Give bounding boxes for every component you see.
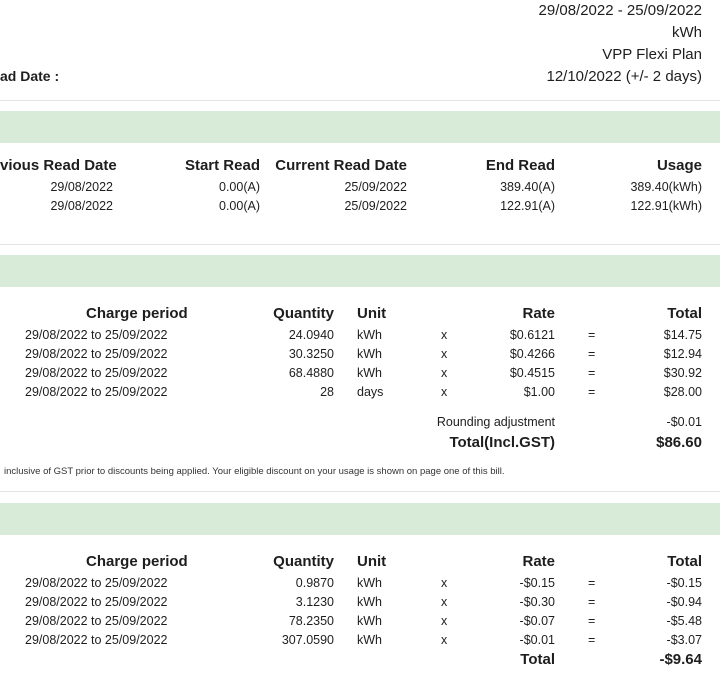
col-header-charge-period: Charge period [86, 553, 188, 570]
cell-start-read: 0.00(A) [219, 180, 260, 194]
cell-charge-period: 29/08/2022 to 25/09/2022 [25, 366, 168, 380]
cell-total: -$3.07 [666, 633, 702, 647]
cell-rate: -$0.07 [519, 614, 555, 628]
section-band-credits [0, 503, 720, 535]
cell-rate: $1.00 [523, 385, 555, 399]
cell-rate: $0.6121 [509, 328, 555, 342]
cell-unit: kWh [357, 347, 382, 361]
cell-quantity: 30.3250 [288, 347, 334, 361]
cell-total: $30.92 [663, 366, 702, 380]
cell-rate: $0.4515 [509, 366, 555, 380]
col-header-unit: Unit [357, 553, 387, 570]
col-header-start-read: Start Read [184, 157, 260, 174]
col-header-unit: Unit [357, 305, 387, 322]
cell-equals-sign: = [588, 576, 596, 590]
cell-total: $14.75 [663, 328, 702, 342]
cell-multiply-sign: x [441, 328, 448, 342]
cell-equals-sign: = [588, 366, 596, 380]
cell-quantity: 0.9870 [295, 576, 334, 590]
col-header-previous-read-date: vious Read Date [0, 157, 117, 174]
cell-total: -$0.15 [666, 576, 702, 590]
cell-unit: kWh [357, 576, 382, 590]
cell-multiply-sign: x [441, 595, 448, 609]
col-header-charge-period: Charge period [86, 305, 188, 322]
cell-unit: kWh [357, 328, 382, 342]
cell-equals-sign: = [588, 633, 596, 647]
cell-charge-period: 29/08/2022 to 25/09/2022 [25, 347, 168, 361]
cell-quantity: 28 [320, 385, 334, 399]
divider [0, 244, 720, 245]
cell-quantity: 24.0940 [288, 328, 334, 342]
cell-current-read-date: 25/09/2022 [344, 180, 407, 194]
billing-period: 29/08/2022 - 25/09/2022 [538, 2, 702, 19]
credits-total-value: -$9.64 [659, 651, 702, 668]
col-header-end-read: End Read [485, 157, 555, 174]
cell-equals-sign: = [588, 328, 596, 342]
cell-charge-period: 29/08/2022 to 25/09/2022 [25, 614, 168, 628]
cell-equals-sign: = [588, 595, 596, 609]
col-header-usage: Usage [656, 157, 702, 174]
cell-multiply-sign: x [441, 366, 448, 380]
cell-unit: kWh [357, 366, 382, 380]
cell-equals-sign: = [588, 347, 596, 361]
col-header-quantity: Quantity [273, 553, 334, 570]
rounding-adjustment-label: Rounding adjustment [436, 415, 555, 429]
cell-unit: kWh [357, 633, 382, 647]
cell-total: -$0.94 [666, 595, 702, 609]
cell-charge-period: 29/08/2022 to 25/09/2022 [25, 576, 168, 590]
table-row [0, 595, 720, 614]
table-row [0, 576, 720, 595]
cell-multiply-sign: x [441, 347, 448, 361]
cell-total: $28.00 [663, 385, 702, 399]
divider [0, 100, 720, 101]
cell-start-read: 0.00(A) [219, 199, 260, 213]
cell-charge-period: 29/08/2022 to 25/09/2022 [25, 385, 168, 399]
plan-name: VPP Flexi Plan [602, 46, 702, 63]
cell-charge-period: 29/08/2022 to 25/09/2022 [25, 633, 168, 647]
cell-end-read: 389.40(A) [500, 180, 555, 194]
cell-quantity: 307.0590 [281, 633, 334, 647]
table-row [0, 347, 720, 366]
unit-label: kWh [672, 24, 702, 41]
col-header-total: Total [667, 305, 702, 322]
read-date-label: ad Date : [0, 68, 60, 84]
section-band-charges [0, 255, 720, 287]
rounding-adjustment-value: -$0.01 [666, 415, 702, 429]
col-header-current-read-date: Current Read Date [275, 157, 407, 174]
cell-usage: 389.40(kWh) [630, 180, 702, 194]
cell-usage: 122.91(kWh) [630, 199, 702, 213]
cell-end-read: 122.91(A) [500, 199, 555, 213]
cell-charge-period: 29/08/2022 to 25/09/2022 [25, 328, 168, 342]
col-header-rate: Rate [522, 305, 555, 322]
cell-quantity: 68.4880 [288, 366, 334, 380]
cell-total: $12.94 [663, 347, 702, 361]
section-band-meter [0, 111, 720, 143]
divider [0, 491, 720, 492]
cell-quantity: 3.1230 [295, 595, 334, 609]
cell-quantity: 78.2350 [288, 614, 334, 628]
cell-unit: kWh [357, 595, 382, 609]
cell-rate: $0.4266 [509, 347, 555, 361]
cell-equals-sign: = [588, 385, 596, 399]
cell-previous-read-date: 29/08/2022 [50, 180, 113, 194]
cell-current-read-date: 25/09/2022 [344, 199, 407, 213]
table-row [0, 385, 720, 404]
cell-previous-read-date: 29/08/2022 [50, 199, 113, 213]
cell-rate: -$0.01 [519, 633, 555, 647]
cell-total: -$5.48 [666, 614, 702, 628]
cell-multiply-sign: x [441, 633, 448, 647]
cell-multiply-sign: x [441, 385, 448, 399]
cell-rate: -$0.30 [519, 595, 555, 609]
charges-total-value: $86.60 [656, 434, 702, 451]
charges-total-label: Total(Incl.GST) [449, 434, 555, 451]
table-row [0, 180, 720, 199]
cell-unit: days [357, 385, 384, 399]
cell-multiply-sign: x [441, 614, 448, 628]
table-row [0, 328, 720, 347]
gst-footnote: inclusive of GST prior to discounts being applied. Your eligible discount on your usage is shown on page one of this bill. [4, 466, 505, 477]
cell-equals-sign: = [588, 614, 596, 628]
table-row [0, 614, 720, 633]
col-header-total: Total [667, 553, 702, 570]
col-header-quantity: Quantity [273, 305, 334, 322]
table-row [0, 199, 720, 218]
table-row [0, 366, 720, 385]
table-row [0, 633, 720, 652]
cell-unit: kWh [357, 614, 382, 628]
col-header-rate: Rate [522, 553, 555, 570]
cell-rate: -$0.15 [519, 576, 555, 590]
cell-charge-period: 29/08/2022 to 25/09/2022 [25, 595, 168, 609]
next-read-date: 12/10/2022 (+/- 2 days) [546, 68, 702, 85]
credits-total-label: Total [520, 651, 555, 668]
cell-multiply-sign: x [441, 576, 448, 590]
